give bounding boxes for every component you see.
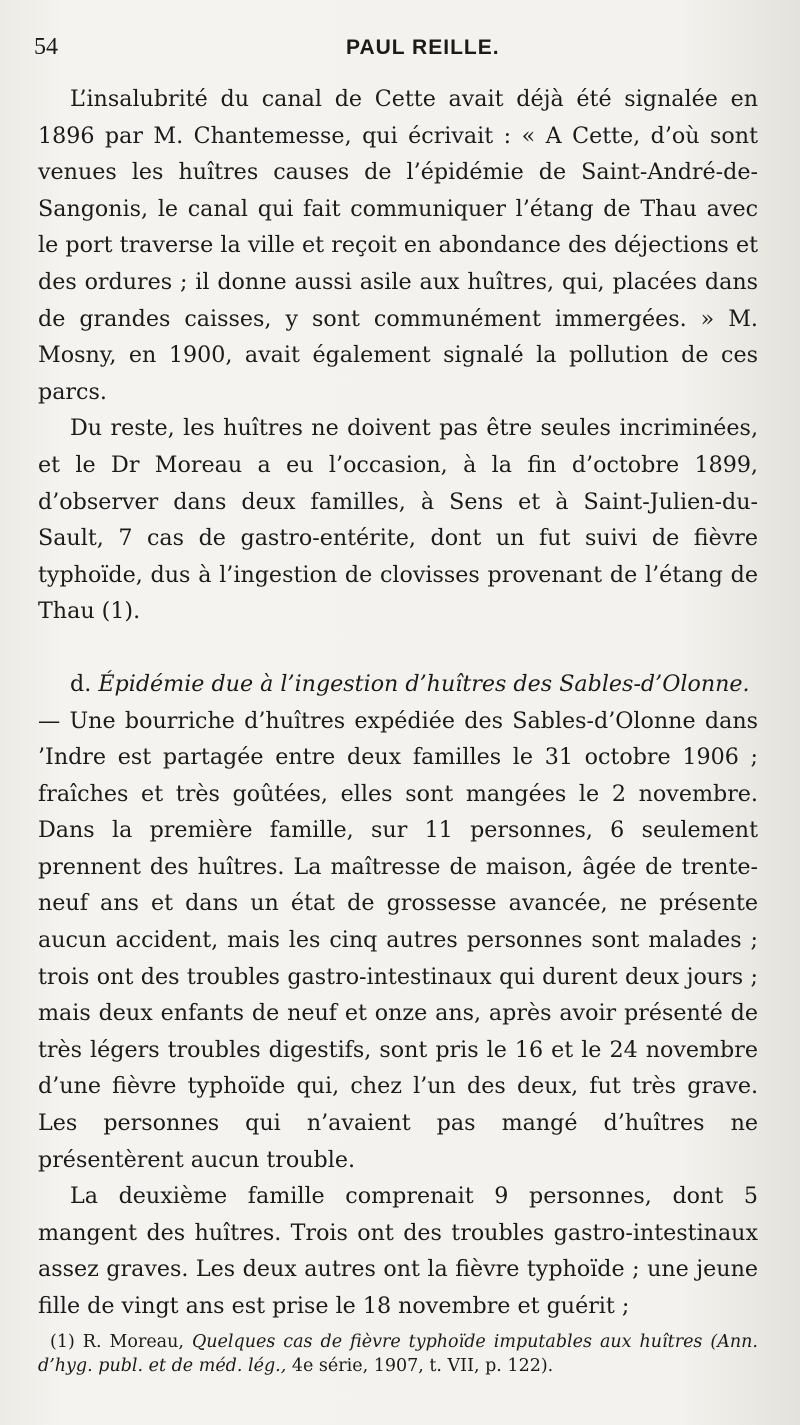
page-number: 54 (34, 34, 58, 60)
paragraph-canal-cette: L’insalubrité du canal de Cette avait déjà été signalée en 1896 par M. Chantemesse, qui écrivait : « A Cette, d’où sont venues les huîtres causes de l’épidémie de Saint-André-de-Sangonis, le canal qui fait communiquer l’étang de Thau avec le port traverse la ville et reçoit en abondance des déjections et des ordures ; il donne aussi asile aux huîtres, qui, placées dans de grandes caisses, y sont communément immergées. » M. Mosny, en 1900, avait également signalé la pollution de ces parcs. (38, 86, 758, 405)
paragraph-bourriche: — Une bourriche d’huîtres expédiée des Sables-d’Olonne dans ’Indre est partagée entre deux familles le 31 octobre 1906 ; fraîches et très goûtées, elles sont mangées le 2 novembre. Dans la première famille, sur 11 personnes, 6 seulement prennent des huîtres. La maîtresse de maison, âgée de trente-neuf ans et dans un état de grossesse avancée, ne présente aucun accident, mais les cinq autres personnes sont malades ; trois ont des troubles gastro-intestinaux qui durent deux jours ; mais deux enfants de neuf et onze ans, après avoir présenté de très légers troubles digestifs, sont pris le 16 et le 24 novembre d’une fièvre typhoïde qui, chez l’un des deux, fut très grave. Les personnes qui n’avaient pas mangé d’huîtres ne présentèrent aucun trouble. (38, 707, 758, 1173)
paragraph-clovisses: Du reste, les huîtres ne doivent pas être seules incriminées, et le Dr Moreau a eu l’occasion, à la fin d’octobre 1899, d’observer dans deux familles, à Sens et à Saint-Julien-du-Sault, 7 cas de gastro-entérite, dont un fut suivi de fièvre typhoïde, dus à l’ingestion de clovisses provenant de l’étang de Thau (1). (38, 415, 758, 625)
footnote-title: Quelques cas de fièvre typhoïde imputables aux huîtres (Ann. d’hyg. publ. et de méd. lég., (38, 1332, 758, 1376)
section-title: Épidémie due à l’ingestion d’huîtres des Sables-d’Olonne. (98, 670, 750, 697)
running-head: PAUL REILLE. (346, 36, 500, 59)
footnote-reference: 4e série, 1907, t. VII, p. 122). (291, 1356, 554, 1376)
section-heading-sables-olonne (38, 666, 758, 703)
section-label: d. (70, 670, 92, 697)
footnote-marker: (1) (50, 1332, 75, 1352)
body-text (38, 81, 758, 1325)
footnote (38, 1330, 758, 1378)
page-header (34, 30, 760, 70)
footnote-author: R. Moreau, (82, 1332, 184, 1352)
paragraph-deuxieme-famille: La deuxième famille comprenait 9 personnes, dont 5 mangent des huîtres. Trois ont des troubles gastro-intestinaux assez graves. Les deux autres ont la fièvre typhoïde ; une jeune fille de vingt ans est prise le 18 novembre et guérit ; (38, 1183, 758, 1319)
